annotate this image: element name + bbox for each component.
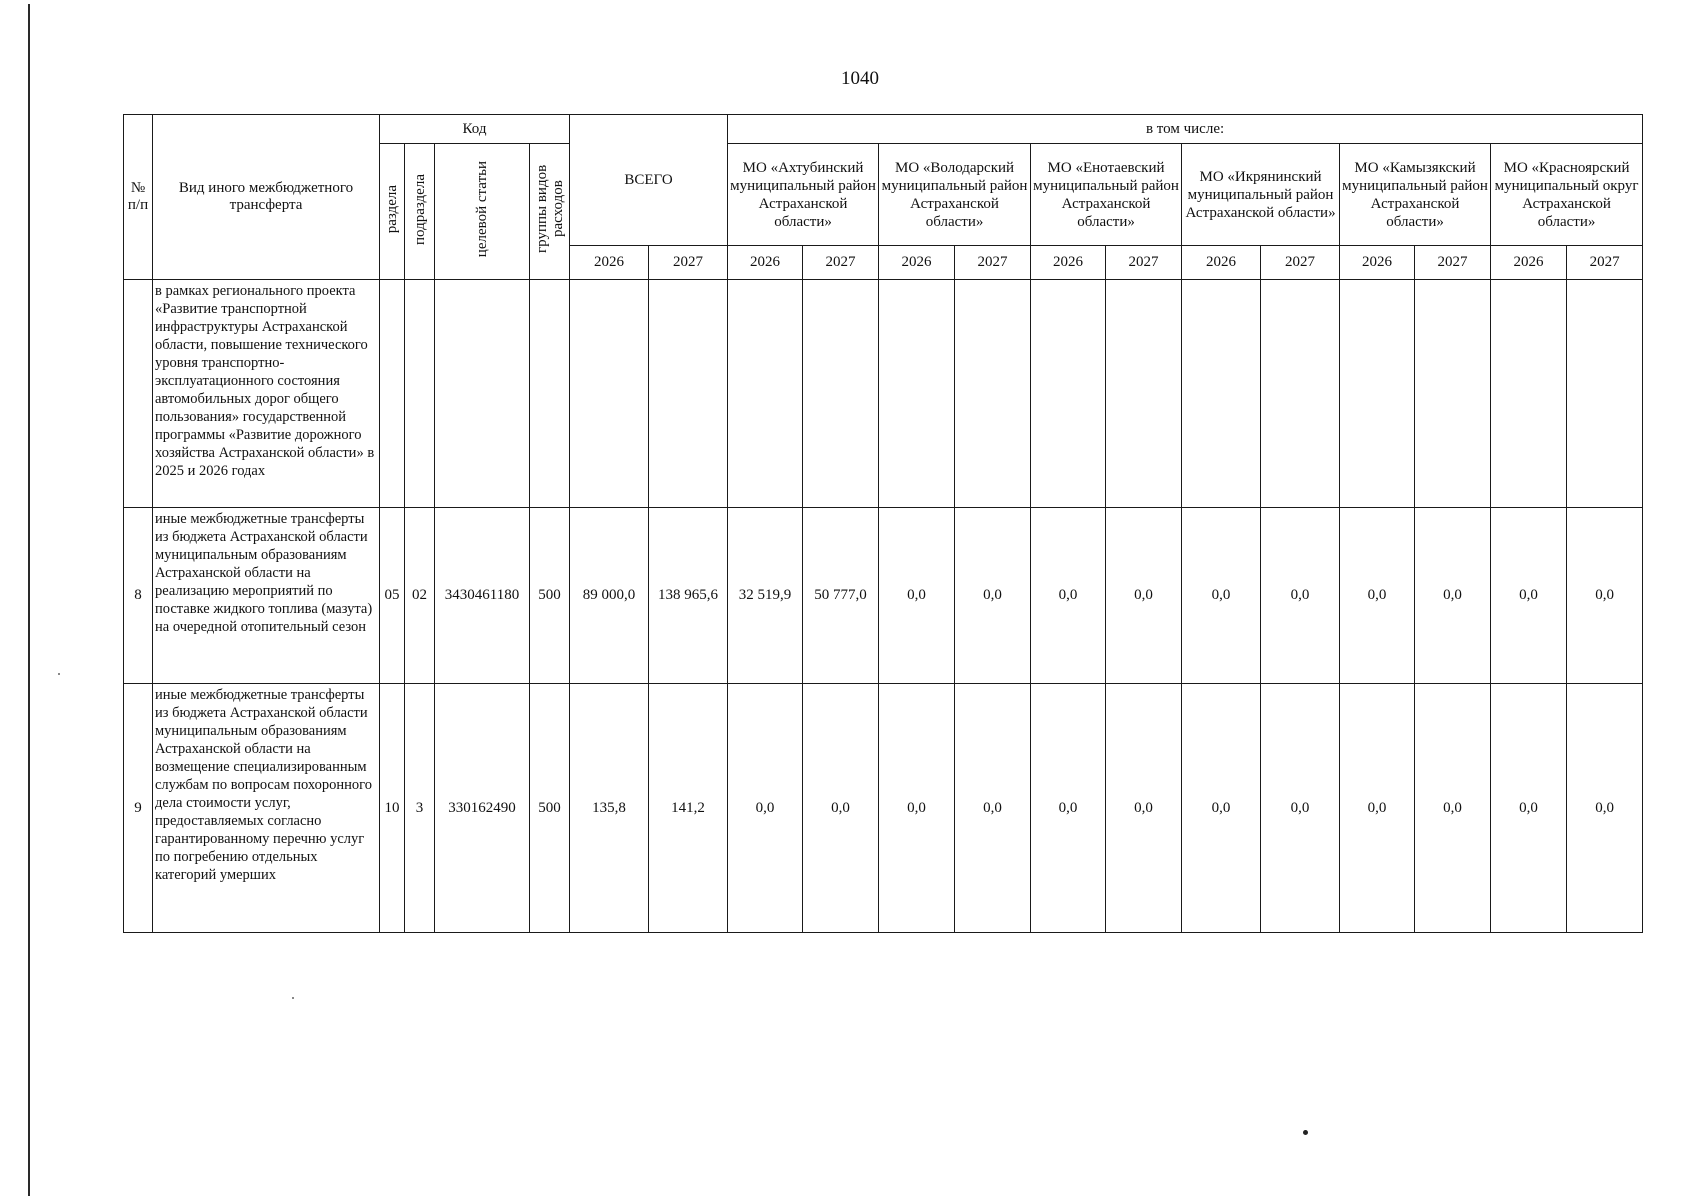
header-transfer-type: Вид иного межбюджетного трансферта bbox=[153, 115, 380, 280]
row-r5-2026: 0,0 bbox=[1340, 508, 1415, 684]
header-region-krasnoyarsky: МО «Красноярский муниципальный округ Астраханской области» bbox=[1491, 144, 1643, 246]
row-target: 3430461180 bbox=[435, 508, 530, 684]
row-total-2026: 89 000,0 bbox=[570, 508, 649, 684]
table-row bbox=[124, 280, 1643, 508]
row-r3-2027 bbox=[1106, 280, 1182, 508]
header-year-total-2026: 2026 bbox=[570, 246, 649, 280]
row-r2-2027 bbox=[955, 280, 1031, 508]
header-code-target: целевой статьи bbox=[435, 144, 530, 280]
row-r4-2026: 0,0 bbox=[1182, 684, 1261, 933]
row-r3-2027: 0,0 bbox=[1106, 508, 1182, 684]
row-r5-2026 bbox=[1340, 280, 1415, 508]
header-year-total-2027: 2027 bbox=[649, 246, 728, 280]
row-r1-2026: 0,0 bbox=[728, 684, 803, 933]
header-year-r1-2026: 2026 bbox=[728, 246, 803, 280]
header-year-r5-2026: 2026 bbox=[1340, 246, 1415, 280]
row-r4-2027: 0,0 bbox=[1261, 508, 1340, 684]
header-total: ВСЕГО bbox=[570, 115, 728, 246]
row-r6-2027 bbox=[1567, 280, 1643, 508]
row-total-2027: 138 965,6 bbox=[649, 508, 728, 684]
budget-table bbox=[123, 114, 1643, 933]
row-r4-2026 bbox=[1182, 280, 1261, 508]
scan-speck bbox=[1303, 1130, 1308, 1135]
row-r6-2026 bbox=[1491, 280, 1567, 508]
row-r3-2026 bbox=[1031, 280, 1106, 508]
header-including: в том числе: bbox=[728, 115, 1643, 144]
row-target: 330162490 bbox=[435, 684, 530, 933]
row-r2-2027: 0,0 bbox=[955, 508, 1031, 684]
row-no bbox=[124, 280, 153, 508]
row-total-2027 bbox=[649, 280, 728, 508]
row-description: иные межбюджетные трансферты из бюджета Астраханской области муниципальным образованиям Астраханской области на возмещение специализированным службам по вопросам похоронного дела стоимости услуг, предоставляемых согласно гарантированному перечню услуг по погребению отдельных категорий умерших bbox=[153, 684, 380, 933]
row-subsection: 02 bbox=[405, 508, 435, 684]
header-region-kamyzyaksky: МО «Камызякский муниципальный район Астраханской области» bbox=[1340, 144, 1491, 246]
row-r2-2026: 0,0 bbox=[879, 508, 955, 684]
row-no: 9 bbox=[124, 684, 153, 933]
row-r4-2027 bbox=[1261, 280, 1340, 508]
binding-line bbox=[28, 4, 30, 1196]
header-code-subsection: подраздела bbox=[405, 144, 435, 280]
row-target bbox=[435, 280, 530, 508]
row-r3-2026: 0,0 bbox=[1031, 508, 1106, 684]
header-year-r4-2027: 2027 bbox=[1261, 246, 1340, 280]
row-r5-2026: 0,0 bbox=[1340, 684, 1415, 933]
header-year-r2-2027: 2027 bbox=[955, 246, 1031, 280]
row-subsection: 3 bbox=[405, 684, 435, 933]
row-description: иные межбюджетные трансферты из бюджета Астраханской области муниципальным образованиям Астраханской области на реализацию мероприятий по поставке жидкого топлива (мазута) на очередной отопительный сезон bbox=[153, 508, 380, 684]
row-r4-2026: 0,0 bbox=[1182, 508, 1261, 684]
row-r3-2027: 0,0 bbox=[1106, 684, 1182, 933]
row-r6-2027: 0,0 bbox=[1567, 508, 1643, 684]
row-subsection bbox=[405, 280, 435, 508]
row-section: 10 bbox=[380, 684, 405, 933]
row-r4-2027: 0,0 bbox=[1261, 684, 1340, 933]
page-number: 1040 bbox=[841, 68, 879, 89]
row-group: 500 bbox=[530, 508, 570, 684]
header-year-r1-2027: 2027 bbox=[803, 246, 879, 280]
row-r6-2026: 0,0 bbox=[1491, 684, 1567, 933]
row-group bbox=[530, 280, 570, 508]
row-r1-2027: 0,0 bbox=[803, 684, 879, 933]
row-no: 8 bbox=[124, 508, 153, 684]
row-r5-2027: 0,0 bbox=[1415, 684, 1491, 933]
row-total-2027: 141,2 bbox=[649, 684, 728, 933]
row-r2-2026: 0,0 bbox=[879, 684, 955, 933]
header-year-r5-2027: 2027 bbox=[1415, 246, 1491, 280]
row-r3-2026: 0,0 bbox=[1031, 684, 1106, 933]
row-r1-2027 bbox=[803, 280, 879, 508]
row-section bbox=[380, 280, 405, 508]
row-total-2026 bbox=[570, 280, 649, 508]
table-row bbox=[124, 508, 1643, 684]
row-r6-2026: 0,0 bbox=[1491, 508, 1567, 684]
row-group: 500 bbox=[530, 684, 570, 933]
header-region-akhtubinsky: МО «Ахтубинский муниципальный район Астраханской области» bbox=[728, 144, 879, 246]
row-r1-2026 bbox=[728, 280, 803, 508]
row-r1-2026: 32 519,9 bbox=[728, 508, 803, 684]
scan-speck bbox=[58, 673, 60, 675]
header-code-section: раздела bbox=[380, 144, 405, 280]
row-r5-2027: 0,0 bbox=[1415, 508, 1491, 684]
header-year-r3-2027: 2027 bbox=[1106, 246, 1182, 280]
row-r2-2026 bbox=[879, 280, 955, 508]
row-description: в рамках регионального проекта «Развитие транспортной инфраструктуры Астраханской области, повышение технического уровня транспортно-эксплуатационного состояния автомобильных дорог общего пользования» государственной программы «Развитие дорожного хозяйства Астраханской области» в 2025 и 2026 годах bbox=[153, 280, 380, 508]
row-section: 05 bbox=[380, 508, 405, 684]
header-region-volodarsky: МО «Володарский муниципальный район Астраханской области» bbox=[879, 144, 1031, 246]
row-r2-2027: 0,0 bbox=[955, 684, 1031, 933]
header-year-r3-2026: 2026 bbox=[1031, 246, 1106, 280]
row-r5-2027 bbox=[1415, 280, 1491, 508]
row-total-2026: 135,8 bbox=[570, 684, 649, 933]
row-r1-2027: 50 777,0 bbox=[803, 508, 879, 684]
header-code: Код bbox=[380, 115, 570, 144]
header-year-r6-2027: 2027 bbox=[1567, 246, 1643, 280]
scan-speck bbox=[292, 997, 294, 999]
header-no: № п/п bbox=[124, 115, 153, 280]
row-r6-2027: 0,0 bbox=[1567, 684, 1643, 933]
header-code-group: группы видов расходов bbox=[530, 144, 570, 280]
header-region-enotaevsky: МО «Енотаевский муниципальный район Астраханской области» bbox=[1031, 144, 1182, 246]
header-year-r4-2026: 2026 bbox=[1182, 246, 1261, 280]
table-row bbox=[124, 684, 1643, 933]
header-year-r6-2026: 2026 bbox=[1491, 246, 1567, 280]
header-region-ikryaninsky: МО «Икрянинский муниципальный район Астраханской области» bbox=[1182, 144, 1340, 246]
header-year-r2-2026: 2026 bbox=[879, 246, 955, 280]
